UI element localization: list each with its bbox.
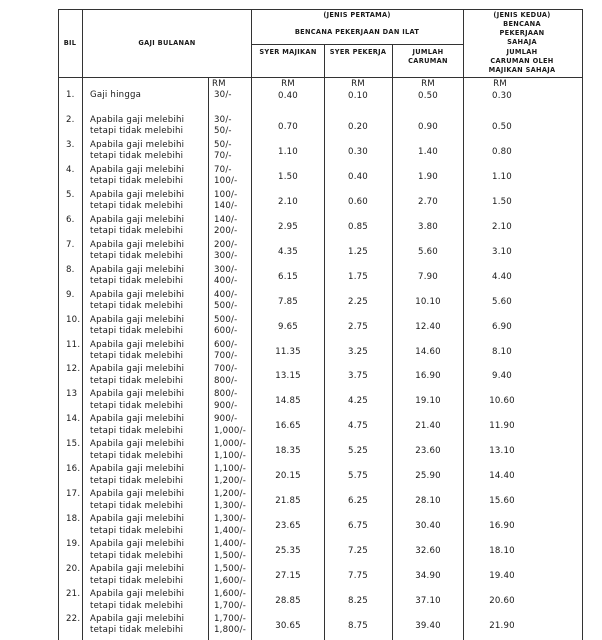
row-amount-from: 70/- — [214, 164, 232, 175]
row-jumlah-caruman: 0.50 — [418, 91, 438, 101]
row-amount-to: 500/- — [214, 301, 238, 312]
row-jumlah-caruman: 23.60 — [415, 446, 441, 457]
row-jumlah-caruman: 1.40 — [418, 146, 438, 157]
row-caruman-majikan: 10.60 — [489, 396, 515, 407]
row-description: Apabila gaji melebihi — [90, 389, 185, 400]
row-bil: 4. — [66, 164, 75, 175]
row-jumlah-caruman: 12.40 — [415, 321, 441, 332]
row-amount-to: 100/- — [214, 176, 238, 187]
row-syer-pekerja: 1.75 — [348, 271, 368, 282]
row-bil: 20. — [66, 564, 81, 575]
row-description: tetapi tidak melebihi — [90, 276, 184, 287]
row-caruman-majikan: 20.60 — [489, 596, 515, 606]
row-description: tetapi tidak melebihi — [90, 625, 184, 636]
table-rule — [251, 9, 252, 640]
header-jenis-kedua-line: PEKERJAAN — [499, 29, 545, 37]
table-rule — [58, 9, 582, 10]
row-syer-pekerja: 0.20 — [348, 121, 368, 132]
row-description: tetapi tidak melebihi — [90, 450, 184, 461]
row-syer-pekerja: 4.75 — [348, 421, 368, 432]
row-syer-majikan: 30.65 — [275, 620, 301, 631]
row-syer-majikan: 7.85 — [278, 296, 298, 307]
row-description: Apabila gaji melebihi — [90, 314, 185, 325]
row-amount-to: 900/- — [214, 400, 238, 411]
row-bil: 13 — [66, 389, 78, 400]
row-amount-from: 1,100/- — [214, 464, 246, 475]
row-description: tetapi tidak melebihi — [90, 425, 184, 436]
row-bil: 12. — [66, 364, 81, 375]
row-jumlah-caruman: 30.40 — [415, 521, 441, 532]
row-jumlah-caruman: 10.10 — [415, 296, 441, 307]
row-syer-majikan: 9.65 — [278, 321, 298, 332]
row-amount-to: 1,100/- — [214, 450, 246, 461]
row-amount-from: 1,200/- — [214, 489, 246, 500]
row-amount-from: 30/- — [214, 90, 232, 100]
row-amount-to: 200/- — [214, 226, 238, 237]
row-amount-to: 50/- — [214, 126, 232, 137]
row-syer-pekerja: 0.10 — [348, 91, 368, 101]
row-description: tetapi tidak melebihi — [90, 226, 184, 237]
table-rule — [58, 77, 582, 78]
row-jumlah-caruman: 34.90 — [415, 571, 441, 582]
header-jumlah: JUMLAH — [412, 48, 444, 56]
row-description: Apabila gaji melebihi — [90, 613, 185, 624]
row-amount-to: 1,600/- — [214, 575, 246, 586]
row-caruman-majikan: 18.10 — [489, 546, 515, 557]
row-bil: 7. — [66, 239, 75, 250]
row-bil: 17. — [66, 489, 81, 500]
row-description: tetapi tidak melebihi — [90, 326, 184, 337]
row-syer-majikan: 21.85 — [275, 496, 301, 507]
row-caruman-majikan: 4.40 — [492, 271, 512, 282]
row-description: tetapi tidak melebihi — [90, 550, 184, 561]
row-amount-to: 70/- — [214, 151, 232, 162]
row-caruman-majikan: 0.50 — [492, 121, 512, 132]
row-caruman-majikan: 0.80 — [492, 146, 512, 157]
row-syer-pekerja: 2.25 — [348, 296, 368, 307]
row-jumlah-caruman: 37.10 — [415, 596, 441, 606]
row-amount-from: 500/- — [214, 314, 238, 325]
table-rule — [392, 44, 393, 640]
row-syer-pekerja: 1.25 — [348, 246, 368, 257]
row-amount-from: 1,600/- — [214, 589, 246, 599]
row-bil: 1. — [66, 90, 75, 100]
header-jenis-kedua-line: SAHAJA — [507, 38, 537, 46]
row-syer-majikan: 2.10 — [278, 196, 298, 207]
row-caruman-majikan: 16.90 — [489, 521, 515, 532]
row-description: tetapi tidak melebihi — [90, 475, 184, 486]
row-amount-from: 900/- — [214, 414, 238, 425]
row-syer-pekerja: 3.25 — [348, 346, 368, 357]
row-syer-pekerja: 4.25 — [348, 396, 368, 407]
row-syer-majikan: 0.40 — [278, 91, 298, 101]
row-description: Apabila gaji melebihi — [90, 514, 185, 525]
row-syer-majikan: 14.85 — [275, 396, 301, 407]
row-description: tetapi tidak melebihi — [90, 575, 184, 586]
row-amount-to: 1,300/- — [214, 500, 246, 511]
row-description: Apabila gaji melebihi — [90, 339, 185, 350]
row-syer-pekerja: 6.25 — [348, 496, 368, 507]
row-syer-majikan: 2.95 — [278, 221, 298, 232]
row-description: Apabila gaji melebihi — [90, 289, 185, 300]
row-amount-from: 50/- — [214, 139, 232, 150]
row-syer-pekerja: 7.75 — [348, 571, 368, 582]
row-amount-from: 600/- — [214, 339, 238, 350]
row-caruman-majikan: 19.40 — [489, 571, 515, 582]
row-syer-majikan: 6.15 — [278, 271, 298, 282]
row-syer-majikan: 27.15 — [275, 571, 301, 582]
row-syer-pekerja: 3.75 — [348, 371, 368, 382]
row-description: Apabila gaji melebihi — [90, 264, 185, 275]
row-syer-majikan: 1.50 — [278, 171, 298, 182]
row-amount-to: 1,500/- — [214, 550, 246, 561]
row-bil: 22. — [66, 613, 81, 624]
table-rule — [208, 77, 209, 640]
row-description: Apabila gaji melebihi — [90, 364, 185, 375]
row-jumlah-caruman: 5.60 — [418, 246, 438, 257]
row-description: Gaji hingga — [90, 90, 142, 100]
row-description: tetapi tidak melebihi — [90, 500, 184, 511]
row-bil: 3. — [66, 139, 75, 150]
row-caruman-majikan: 3.10 — [492, 246, 512, 257]
row-syer-pekerja: 8.75 — [348, 620, 368, 631]
row-syer-majikan: 28.85 — [275, 596, 301, 606]
row-jumlah-caruman: 14.60 — [415, 346, 441, 357]
row-description: Apabila gaji melebihi — [90, 564, 185, 575]
header-gaji-bulanan: GAJI BULANAN — [138, 39, 196, 47]
row-syer-majikan: 20.15 — [275, 471, 301, 482]
table-rule — [82, 9, 83, 640]
row-amount-from: 1,000/- — [214, 439, 246, 450]
row-description: tetapi tidak melebihi — [90, 525, 184, 536]
row-amount-to: 1,700/- — [214, 600, 246, 611]
row-bil: 19. — [66, 539, 81, 550]
row-amount-from: 200/- — [214, 239, 238, 250]
row-syer-pekerja: 2.75 — [348, 321, 368, 332]
header-jenis-kedua: (JENIS KEDUA) — [493, 11, 551, 19]
row-syer-pekerja: 7.25 — [348, 546, 368, 557]
row-description: tetapi tidak melebihi — [90, 251, 184, 262]
table-rule — [251, 44, 463, 45]
row-description: Apabila gaji melebihi — [90, 189, 185, 200]
row-description: Apabila gaji melebihi — [90, 214, 185, 225]
unit-jumlah-rm: RM — [421, 79, 435, 89]
header-bencana-ilat: BENCANA PEKERJAAN DAN ILAT — [294, 28, 420, 36]
row-bil: 15. — [66, 439, 81, 450]
row-description: Apabila gaji melebihi — [90, 589, 185, 599]
header-jenis-pertama: (JENIS PERTAMA) — [323, 11, 391, 19]
row-jumlah-caruman: 39.40 — [415, 620, 441, 631]
row-syer-majikan: 18.35 — [275, 446, 301, 457]
row-caruman-majikan: 2.10 — [492, 221, 512, 232]
row-caruman-majikan: 1.50 — [492, 196, 512, 207]
table-rule — [58, 9, 59, 640]
row-syer-pekerja: 0.30 — [348, 146, 368, 157]
row-caruman-majikan: 15.60 — [489, 496, 515, 507]
row-amount-from: 140/- — [214, 214, 238, 225]
row-caruman-majikan: 9.40 — [492, 371, 512, 382]
row-syer-pekerja: 0.60 — [348, 196, 368, 207]
row-description: tetapi tidak melebihi — [90, 375, 184, 386]
row-bil: 21. — [66, 589, 81, 599]
row-jumlah-caruman: 19.10 — [415, 396, 441, 407]
header-caruman-majikan-line: MAJIKAN SAHAJA — [488, 66, 556, 74]
row-description: tetapi tidak melebihi — [90, 176, 184, 187]
row-syer-majikan: 0.70 — [278, 121, 298, 132]
row-amount-from: 800/- — [214, 389, 238, 400]
row-bil: 10. — [66, 314, 81, 325]
header-syer-pekerja: SYER PEKERJA — [329, 48, 387, 56]
row-jumlah-caruman: 16.90 — [415, 371, 441, 382]
row-bil: 2. — [66, 114, 75, 125]
row-caruman-majikan: 5.60 — [492, 296, 512, 307]
row-amount-to: 140/- — [214, 201, 238, 212]
row-syer-majikan: 4.35 — [278, 246, 298, 257]
row-jumlah-caruman: 3.80 — [418, 221, 438, 232]
row-amount-to: 1,400/- — [214, 525, 246, 536]
row-description: Apabila gaji melebihi — [90, 489, 185, 500]
unit-gaji-rm: RM — [212, 79, 226, 89]
row-description: tetapi tidak melebihi — [90, 151, 184, 162]
row-bil: 14. — [66, 414, 81, 425]
unit-syer-majikan-rm: RM — [281, 79, 295, 89]
table-rule — [463, 9, 464, 640]
row-syer-pekerja: 0.40 — [348, 171, 368, 182]
row-caruman-majikan: 21.90 — [489, 620, 515, 631]
row-amount-to: 800/- — [214, 375, 238, 386]
row-amount-to: 700/- — [214, 351, 238, 361]
header-caruman-majikan-line: CARUMAN OLEH — [490, 57, 554, 65]
row-syer-majikan: 25.35 — [275, 546, 301, 557]
row-description: Apabila gaji melebihi — [90, 164, 185, 175]
row-jumlah-caruman: 21.40 — [415, 421, 441, 432]
row-description: tetapi tidak melebihi — [90, 351, 184, 361]
row-amount-from: 1,400/- — [214, 539, 246, 550]
row-bil: 5. — [66, 189, 75, 200]
row-amount-to: 300/- — [214, 251, 238, 262]
header-syer-majikan: SYER MAJIKAN — [259, 48, 317, 56]
row-amount-from: 300/- — [214, 264, 238, 275]
row-caruman-majikan: 14.40 — [489, 471, 515, 482]
row-amount-from: 100/- — [214, 189, 238, 200]
row-jumlah-caruman: 7.90 — [418, 271, 438, 282]
row-syer-majikan: 1.10 — [278, 146, 298, 157]
row-description: Apabila gaji melebihi — [90, 114, 185, 125]
row-jumlah-caruman: 28.10 — [415, 496, 441, 507]
row-caruman-majikan: 13.10 — [489, 446, 515, 457]
row-syer-majikan: 23.65 — [275, 521, 301, 532]
table-rule — [582, 9, 583, 640]
row-jumlah-caruman: 25.90 — [415, 471, 441, 482]
row-caruman-majikan: 6.90 — [492, 321, 512, 332]
row-description: Apabila gaji melebihi — [90, 239, 185, 250]
unit-majikan-sahaja-rm: RM — [493, 79, 507, 89]
row-amount-from: 1,300/- — [214, 514, 246, 525]
row-description: tetapi tidak melebihi — [90, 126, 184, 137]
row-description: Apabila gaji melebihi — [90, 464, 185, 475]
row-description: Apabila gaji melebihi — [90, 439, 185, 450]
row-syer-majikan: 13.15 — [275, 371, 301, 382]
row-jumlah-caruman: 1.90 — [418, 171, 438, 182]
row-syer-pekerja: 5.25 — [348, 446, 368, 457]
header-caruman: CARUMAN — [408, 57, 448, 65]
row-description: tetapi tidak melebihi — [90, 301, 184, 312]
row-amount-to: 1,800/- — [214, 625, 246, 636]
row-bil: 18. — [66, 514, 81, 525]
row-description: Apabila gaji melebihi — [90, 414, 185, 425]
row-bil: 9. — [66, 289, 75, 300]
row-bil: 6. — [66, 214, 75, 225]
row-bil: 8. — [66, 264, 75, 275]
row-syer-pekerja: 5.75 — [348, 471, 368, 482]
row-description: Apabila gaji melebihi — [90, 539, 185, 550]
unit-syer-pekerja-rm: RM — [351, 79, 365, 89]
row-syer-pekerja: 0.85 — [348, 221, 368, 232]
row-amount-from: 1,700/- — [214, 613, 246, 624]
row-description: Apabila gaji melebihi — [90, 139, 185, 150]
row-caruman-majikan: 8.10 — [492, 346, 512, 357]
row-syer-pekerja: 6.75 — [348, 521, 368, 532]
row-amount-from: 400/- — [214, 289, 238, 300]
header-bil: BIL — [63, 39, 77, 47]
row-description: tetapi tidak melebihi — [90, 400, 184, 411]
row-amount-from: 30/- — [214, 114, 232, 125]
row-bil: 11. — [66, 339, 81, 350]
row-description: tetapi tidak melebihi — [90, 201, 184, 212]
header-jenis-kedua-line: BENCANA — [503, 20, 541, 28]
row-caruman-majikan: 0.30 — [492, 91, 512, 101]
row-syer-pekerja: 8.25 — [348, 596, 368, 606]
row-amount-from: 1,500/- — [214, 564, 246, 575]
row-amount-from: 700/- — [214, 364, 238, 375]
row-syer-majikan: 11.35 — [275, 346, 301, 357]
row-bil: 16. — [66, 464, 81, 475]
row-amount-to: 1,000/- — [214, 425, 246, 436]
row-amount-to: 400/- — [214, 276, 238, 287]
row-description: tetapi tidak melebihi — [90, 600, 184, 611]
header-caruman-majikan-line: JUMLAH — [506, 48, 538, 56]
table-rule — [324, 44, 325, 640]
row-jumlah-caruman: 0.90 — [418, 121, 438, 132]
row-jumlah-caruman: 32.60 — [415, 546, 441, 557]
row-amount-to: 1,200/- — [214, 475, 246, 486]
row-jumlah-caruman: 2.70 — [418, 196, 438, 207]
row-amount-to: 600/- — [214, 326, 238, 337]
row-caruman-majikan: 11.90 — [489, 421, 515, 432]
row-caruman-majikan: 1.10 — [492, 171, 512, 182]
row-syer-majikan: 16.65 — [275, 421, 301, 432]
